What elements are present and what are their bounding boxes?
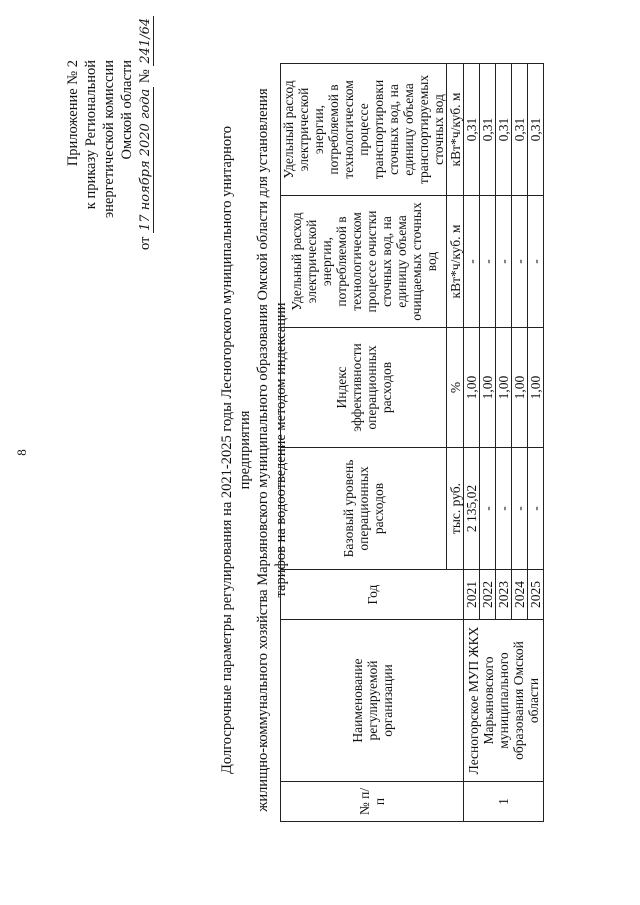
unit-treatment: кВт*ч/куб. м xyxy=(447,196,464,328)
cell-index: 1,00 xyxy=(496,328,512,448)
appendix-line-1: Приложение № 2 xyxy=(65,60,81,167)
cell-year: 2021 xyxy=(464,570,480,620)
cell-year: 2022 xyxy=(480,570,496,620)
cell-treatment: - xyxy=(512,196,528,328)
cell-year: 2025 xyxy=(528,570,544,620)
cell-transport: 0,31 xyxy=(464,64,480,196)
cell-base: - xyxy=(496,448,512,570)
cell-index: 1,00 xyxy=(528,328,544,448)
header-efficiency-index: Индекс эффективности операционных расходов xyxy=(281,328,447,448)
appendix-date-line xyxy=(136,17,155,250)
title-line-2: жилищно-коммунального хозяйства Марьяновского муниципального образования Омской области для установления xyxy=(255,88,271,812)
handwritten-number: 241/64 xyxy=(138,17,153,64)
cell-year: 2024 xyxy=(512,570,528,620)
cell-index: 1,00 xyxy=(464,328,480,448)
header-treatment-energy: Удельный расход электрической энергии, потребляемой в технологическом процессе очистки сточных вод, на единицу объема очищаемых сточных вод xyxy=(281,196,447,328)
title-line-3: тарифов на водоотведение методом индексации xyxy=(273,302,289,598)
number-prefix: № xyxy=(137,69,153,84)
appendix-line-4: Омской области xyxy=(119,60,135,160)
unit-transport: кВт*ч/куб. м xyxy=(447,64,464,196)
handwritten-date: 17 ноября 2020 года xyxy=(138,88,153,231)
cell-treatment: - xyxy=(480,196,496,328)
cell-transport: 0,31 xyxy=(528,64,544,196)
page-number: 8 xyxy=(14,449,29,456)
row-number: 1 xyxy=(464,782,544,822)
cell-base: - xyxy=(528,448,544,570)
header-organization: Наименование регулируемой организации xyxy=(281,620,464,782)
unit-base: тыс. руб. xyxy=(447,448,464,570)
unit-index: % xyxy=(447,328,464,448)
header-transport-energy: Удельный расход электрической энергии, потребляемой в технологическом процессе транспортировки сточных вод, на единицу объема транспортируемых сточных вод xyxy=(281,64,447,196)
table-header-row xyxy=(281,64,447,822)
cell-year: 2023 xyxy=(496,570,512,620)
header-year: Год xyxy=(281,570,464,620)
cell-transport: 0,31 xyxy=(480,64,496,196)
cell-index: 1,00 xyxy=(512,328,528,448)
cell-transport: 0,31 xyxy=(496,64,512,196)
appendix-line-2: к приказу Региональной xyxy=(83,60,99,210)
cell-treatment: - xyxy=(528,196,544,328)
date-prefix: от xyxy=(137,236,153,250)
appendix-header xyxy=(64,17,155,250)
cell-treatment: - xyxy=(464,196,480,328)
cell-base: - xyxy=(512,448,528,570)
appendix-line-3: энергетической комиссии xyxy=(101,60,117,219)
table-row xyxy=(464,64,480,822)
cell-transport: 0,31 xyxy=(512,64,528,196)
cell-base: 2 135,02 xyxy=(464,448,480,570)
header-base-level: Базовый уровень операционных расходов xyxy=(281,448,447,570)
parameters-table xyxy=(280,63,544,822)
header-num: № п/п xyxy=(281,782,464,822)
organization-name: Лесногорское МУП ЖКХ Марьяновского муниципального образования Омской области xyxy=(464,620,544,782)
cell-base: - xyxy=(480,448,496,570)
title-line-1: Долгосрочные параметры регулирования на 2021-2025 годы Лесногорского муниципального унитарного предприятия xyxy=(219,126,253,774)
cell-treatment: - xyxy=(496,196,512,328)
cell-index: 1,00 xyxy=(480,328,496,448)
